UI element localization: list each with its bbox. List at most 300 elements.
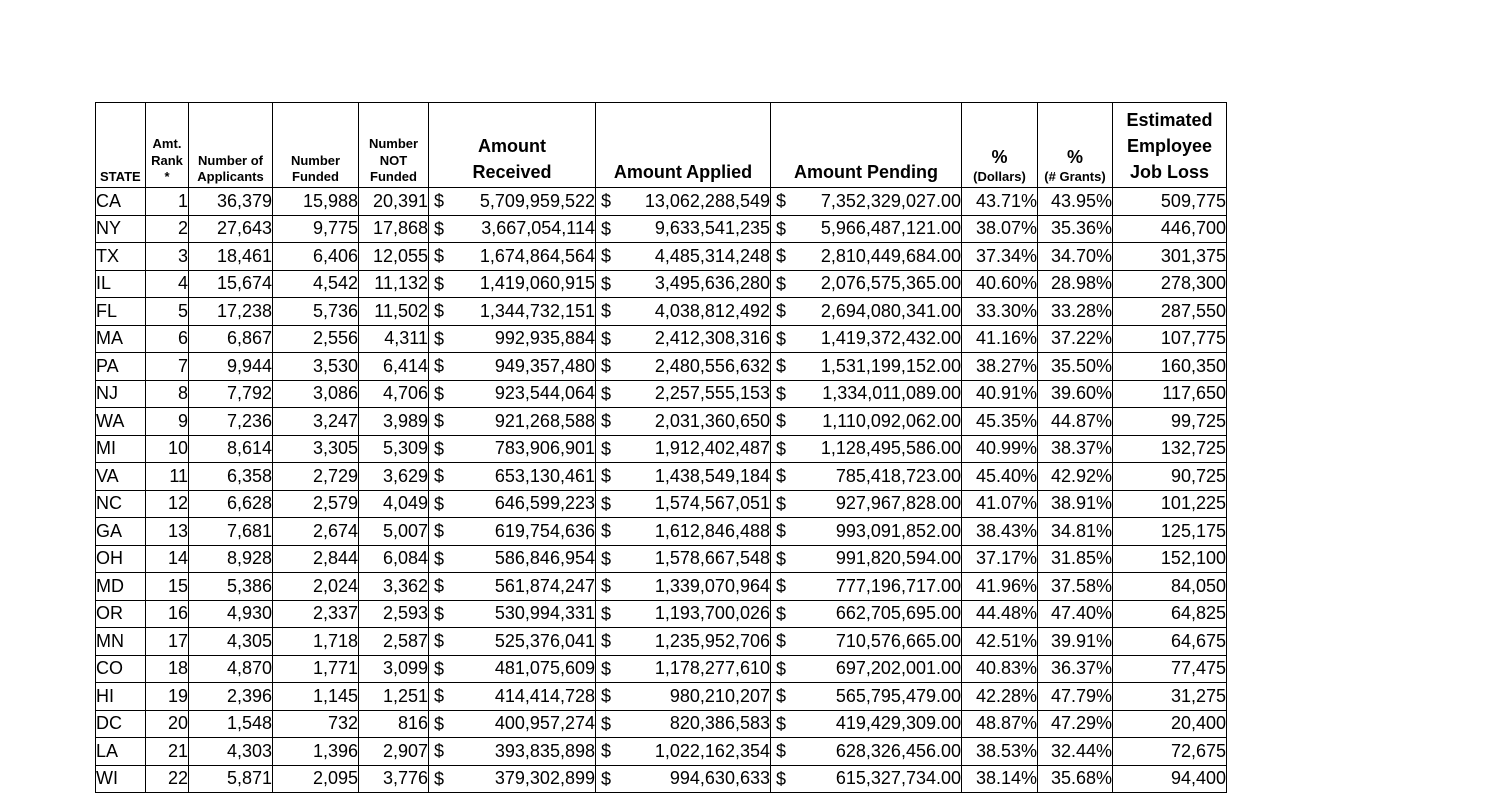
- currency-symbol: $: [776, 713, 787, 734]
- not-funded-cell: 5,309: [359, 435, 429, 463]
- funded-cell: 2,337: [273, 600, 359, 628]
- amount-pending-cell: [771, 545, 962, 573]
- funded-cell: 2,579: [273, 490, 359, 518]
- percent-grants-cell: 33.28%: [1038, 298, 1113, 326]
- state-cell: CA: [96, 188, 146, 216]
- amount-value: 1,438,549,184: [654, 465, 770, 486]
- not-funded-cell: 12,055: [359, 243, 429, 271]
- state-cell: LA: [96, 738, 146, 766]
- header-amount-applied: [596, 103, 771, 188]
- table-row: [96, 325, 1227, 353]
- amount-received-cell: [429, 270, 596, 298]
- not-funded-cell: 3,989: [359, 408, 429, 436]
- table-row: [96, 298, 1227, 326]
- rank-cell: 22: [146, 765, 189, 793]
- header-line: Amount Pending: [794, 161, 938, 182]
- not-funded-cell: 4,049: [359, 490, 429, 518]
- currency-symbol: $: [776, 603, 787, 624]
- table-row: [96, 545, 1227, 573]
- amount-received-cell: [429, 573, 596, 601]
- header-number-funded: [273, 103, 359, 188]
- applicants-cell: 6,867: [189, 325, 273, 353]
- amount-value: 646,599,223: [494, 493, 595, 514]
- job-loss-cell: 99,725: [1113, 408, 1227, 436]
- amount-value: 525,376,041: [494, 630, 595, 651]
- percent-dollars-cell: 48.87%: [962, 710, 1038, 738]
- currency-symbol: $: [434, 493, 445, 514]
- currency-symbol: $: [601, 686, 612, 706]
- currency-symbol: $: [776, 218, 787, 239]
- currency-symbol: $: [776, 686, 787, 706]
- amount-applied-cell: [596, 518, 771, 546]
- job-loss-cell: 446,700: [1113, 215, 1227, 243]
- rank-cell: 11: [146, 463, 189, 491]
- header-line: NOT: [379, 152, 408, 168]
- currency-symbol: $: [601, 466, 612, 486]
- job-loss-cell: 301,375: [1113, 243, 1227, 271]
- currency-symbol: $: [601, 521, 612, 541]
- percent-grants-cell: 39.60%: [1038, 380, 1113, 408]
- percent-dollars-cell: 40.83%: [962, 655, 1038, 683]
- amount-value: 5,966,487,121.00: [820, 218, 961, 239]
- currency-symbol: $: [776, 631, 787, 651]
- header-percent-dollars: [962, 103, 1038, 188]
- amount-value: 2,257,555,153: [654, 383, 770, 404]
- amount-applied-cell: [596, 353, 771, 381]
- state-cell: OH: [96, 545, 146, 573]
- amount-applied-cell: [596, 463, 771, 491]
- job-loss-cell: 20,400: [1113, 710, 1227, 738]
- amount-value: 1,578,667,548: [654, 548, 770, 569]
- amount-value: 2,480,556,632: [654, 355, 770, 376]
- amount-value: 820,386,583: [669, 713, 770, 734]
- table-row: [96, 765, 1227, 793]
- amount-value: 1,419,060,915: [479, 273, 595, 294]
- amount-value: 1,339,070,964: [654, 575, 770, 596]
- not-funded-cell: 6,084: [359, 545, 429, 573]
- percent-dollars-cell: 40.99%: [962, 435, 1038, 463]
- amount-applied-cell: [596, 380, 771, 408]
- state-cell: CO: [96, 655, 146, 683]
- table-row: [96, 600, 1227, 628]
- amount-pending-cell: [771, 215, 962, 243]
- amount-value: 1,674,864,564: [479, 245, 595, 266]
- funded-cell: 2,095: [273, 765, 359, 793]
- rank-cell: 15: [146, 573, 189, 601]
- amount-received-cell: [429, 628, 596, 656]
- currency-symbol: $: [434, 686, 445, 706]
- amount-pending-cell: [771, 463, 962, 491]
- amount-pending-cell: [771, 738, 962, 766]
- amount-value: 615,327,734.00: [835, 768, 961, 789]
- amount-value: 1,612,846,488: [654, 520, 770, 541]
- applicants-cell: 4,305: [189, 628, 273, 656]
- table-row: [96, 215, 1227, 243]
- amount-value: 1,128,495,586.00: [820, 438, 961, 459]
- currency-symbol: $: [434, 383, 445, 404]
- currency-symbol: $: [434, 521, 445, 541]
- percent-grants-cell: 32.44%: [1038, 738, 1113, 766]
- not-funded-cell: 11,132: [359, 270, 429, 298]
- currency-symbol: $: [776, 466, 787, 486]
- rank-cell: 13: [146, 518, 189, 546]
- job-loss-cell: 107,775: [1113, 325, 1227, 353]
- currency-symbol: $: [776, 658, 787, 679]
- job-loss-cell: 94,400: [1113, 765, 1227, 793]
- currency-symbol: $: [776, 576, 787, 596]
- amount-value: 949,357,480: [494, 355, 595, 376]
- amount-value: 783,906,901: [494, 438, 595, 459]
- table-row: [96, 408, 1227, 436]
- amount-received-cell: [429, 408, 596, 436]
- job-loss-cell: 152,100: [1113, 545, 1227, 573]
- currency-symbol: $: [776, 191, 787, 211]
- currency-symbol: $: [434, 246, 445, 266]
- amount-value: 481,075,609: [494, 658, 595, 679]
- table-row: [96, 490, 1227, 518]
- header-line: STATE: [100, 168, 141, 184]
- rank-cell: 19: [146, 683, 189, 711]
- amount-value: 2,031,360,650: [654, 410, 770, 431]
- amount-value: 991,820,594.00: [835, 548, 961, 569]
- amount-received-cell: [429, 463, 596, 491]
- rank-cell: 21: [146, 738, 189, 766]
- percent-dollars-cell: 41.96%: [962, 573, 1038, 601]
- amount-applied-cell: [596, 573, 771, 601]
- currency-symbol: $: [601, 493, 612, 514]
- amount-value: 980,210,207: [669, 685, 770, 706]
- funded-cell: 1,771: [273, 655, 359, 683]
- amount-value: 9,633,541,235: [654, 218, 770, 239]
- amount-pending-cell: [771, 243, 962, 271]
- currency-symbol: $: [776, 741, 787, 761]
- currency-symbol: $: [601, 741, 612, 761]
- amount-applied-cell: [596, 408, 771, 436]
- rank-cell: 9: [146, 408, 189, 436]
- percent-dollars-cell: 38.53%: [962, 738, 1038, 766]
- funded-cell: 9,775: [273, 215, 359, 243]
- currency-symbol: $: [776, 273, 787, 294]
- state-cell: VA: [96, 463, 146, 491]
- amount-applied-cell: [596, 738, 771, 766]
- state-cell: MA: [96, 325, 146, 353]
- amount-value: 653,130,461: [494, 465, 595, 486]
- amount-value: 13,062,288,549: [644, 190, 770, 211]
- amount-value: 662,705,695.00: [835, 603, 961, 624]
- table-row: [96, 655, 1227, 683]
- amount-pending-cell: [771, 628, 962, 656]
- table-row: [96, 270, 1227, 298]
- job-loss-cell: 101,225: [1113, 490, 1227, 518]
- amount-received-cell: [429, 710, 596, 738]
- header-amount-rank: [146, 103, 189, 188]
- not-funded-cell: 6,414: [359, 353, 429, 381]
- amount-applied-cell: [596, 215, 771, 243]
- amount-value: 2,076,575,365.00: [820, 273, 961, 294]
- applicants-cell: 1,548: [189, 710, 273, 738]
- currency-symbol: $: [776, 521, 787, 541]
- funded-cell: 6,406: [273, 243, 359, 271]
- currency-symbol: $: [434, 191, 445, 211]
- currency-symbol: $: [434, 273, 445, 294]
- currency-symbol: $: [776, 548, 787, 569]
- funded-cell: 2,556: [273, 325, 359, 353]
- currency-symbol: $: [601, 411, 612, 431]
- header-line: *: [164, 168, 170, 184]
- amount-applied-cell: [596, 188, 771, 216]
- amount-value: 1,531,199,152.00: [820, 355, 961, 376]
- not-funded-cell: 1,251: [359, 683, 429, 711]
- percent-grants-cell: 39.91%: [1038, 628, 1113, 656]
- currency-symbol: $: [776, 383, 787, 404]
- amount-value: 785,418,723.00: [835, 465, 961, 486]
- amount-applied-cell: [596, 270, 771, 298]
- amount-pending-cell: [771, 435, 962, 463]
- currency-symbol: $: [601, 631, 612, 651]
- table-row: [96, 435, 1227, 463]
- currency-symbol: $: [434, 466, 445, 486]
- applicants-cell: 5,386: [189, 573, 273, 601]
- currency-symbol: $: [434, 328, 445, 349]
- amount-value: 1,334,011,089.00: [822, 383, 961, 404]
- amount-applied-cell: [596, 298, 771, 326]
- currency-symbol: $: [601, 438, 612, 459]
- amount-applied-cell: [596, 545, 771, 573]
- job-loss-cell: 84,050: [1113, 573, 1227, 601]
- applicants-cell: 15,674: [189, 270, 273, 298]
- applicants-cell: 9,944: [189, 353, 273, 381]
- funded-cell: 15,988: [273, 188, 359, 216]
- applicants-cell: 5,871: [189, 765, 273, 793]
- applicants-cell: 6,358: [189, 463, 273, 491]
- amount-applied-cell: [596, 765, 771, 793]
- header-line: Amount Applied: [613, 161, 753, 182]
- amount-value: 3,495,636,280: [654, 273, 770, 294]
- applicants-cell: 7,792: [189, 380, 273, 408]
- amount-received-cell: [429, 738, 596, 766]
- header-line: Amount: [478, 135, 546, 156]
- percent-dollars-cell: 42.51%: [962, 628, 1038, 656]
- amount-received-cell: [429, 683, 596, 711]
- rank-cell: 3: [146, 243, 189, 271]
- amount-value: 1,178,277,610: [654, 658, 770, 679]
- percent-dollars-cell: 33.30%: [962, 298, 1038, 326]
- funded-cell: 2,729: [273, 463, 359, 491]
- rank-cell: 4: [146, 270, 189, 298]
- amount-pending-cell: [771, 188, 962, 216]
- currency-symbol: $: [776, 411, 787, 431]
- header-line: Funded: [292, 168, 339, 184]
- percent-dollars-cell: 37.34%: [962, 243, 1038, 271]
- not-funded-cell: 2,593: [359, 600, 429, 628]
- header-line: Received: [472, 161, 552, 182]
- currency-symbol: $: [601, 576, 612, 596]
- job-loss-cell: 160,350: [1113, 353, 1227, 381]
- percent-dollars-cell: 40.60%: [962, 270, 1038, 298]
- percent-dollars-cell: 42.28%: [962, 683, 1038, 711]
- percent-dollars-cell: 37.17%: [962, 545, 1038, 573]
- currency-symbol: $: [434, 356, 445, 376]
- amount-received-cell: [429, 600, 596, 628]
- rank-cell: 16: [146, 600, 189, 628]
- currency-symbol: $: [601, 548, 612, 569]
- rank-cell: 10: [146, 435, 189, 463]
- state-cell: FL: [96, 298, 146, 326]
- not-funded-cell: 2,587: [359, 628, 429, 656]
- applicants-cell: 36,379: [189, 188, 273, 216]
- amount-pending-cell: [771, 325, 962, 353]
- amount-value: 1,912,402,487: [654, 438, 770, 459]
- percent-dollars-cell: 40.91%: [962, 380, 1038, 408]
- header-state: [96, 103, 146, 188]
- amount-applied-cell: [596, 683, 771, 711]
- currency-symbol: $: [601, 191, 612, 211]
- amount-value: 561,874,247: [494, 575, 595, 596]
- amount-received-cell: [429, 188, 596, 216]
- percent-dollars-cell: 41.07%: [962, 490, 1038, 518]
- applicants-cell: 17,238: [189, 298, 273, 326]
- amount-value: 1,574,567,051: [654, 493, 770, 514]
- not-funded-cell: 4,706: [359, 380, 429, 408]
- funded-cell: 3,086: [273, 380, 359, 408]
- header-amount-pending: [771, 103, 962, 188]
- job-loss-cell: 72,675: [1113, 738, 1227, 766]
- job-loss-cell: 117,650: [1113, 380, 1227, 408]
- applicants-cell: 18,461: [189, 243, 273, 271]
- applicants-cell: 4,930: [189, 600, 273, 628]
- amount-pending-cell: [771, 600, 962, 628]
- percent-grants-cell: 44.87%: [1038, 408, 1113, 436]
- amount-value: 565,795,479.00: [835, 685, 961, 706]
- table-row: [96, 243, 1227, 271]
- currency-symbol: $: [776, 328, 787, 349]
- state-cell: MI: [96, 435, 146, 463]
- amount-value: 419,429,309.00: [835, 713, 961, 734]
- percent-grants-cell: 42.92%: [1038, 463, 1113, 491]
- amount-received-cell: [429, 545, 596, 573]
- amount-value: 379,302,899: [494, 768, 595, 789]
- applicants-cell: 4,870: [189, 655, 273, 683]
- currency-symbol: $: [776, 356, 787, 376]
- amount-value: 3,667,054,114: [481, 218, 595, 239]
- state-cell: PA: [96, 353, 146, 381]
- percent-grants-cell: 47.79%: [1038, 683, 1113, 711]
- header-line: Funded: [370, 168, 417, 184]
- percent-grants-cell: 34.70%: [1038, 243, 1113, 271]
- amount-applied-cell: [596, 628, 771, 656]
- job-loss-cell: 90,725: [1113, 463, 1227, 491]
- amount-value: 1,344,732,151: [479, 300, 595, 321]
- header-number-not-funded: [359, 103, 429, 188]
- header-line: Number: [290, 152, 341, 168]
- currency-symbol: $: [601, 328, 612, 349]
- percent-dollars-cell: 41.16%: [962, 325, 1038, 353]
- amount-value: 393,835,898: [494, 740, 595, 761]
- header-line: %: [991, 147, 1008, 168]
- grants-table: [95, 102, 1227, 793]
- funded-cell: 2,024: [273, 573, 359, 601]
- amount-value: 994,630,633: [669, 768, 770, 789]
- rank-cell: 12: [146, 490, 189, 518]
- amount-received-cell: [429, 655, 596, 683]
- header-row: [96, 103, 1227, 188]
- currency-symbol: $: [776, 438, 787, 459]
- amount-value: 2,412,308,316: [654, 328, 770, 349]
- funded-cell: 3,247: [273, 408, 359, 436]
- percent-dollars-cell: 43.71%: [962, 188, 1038, 216]
- amount-value: 586,846,954: [494, 548, 595, 569]
- amount-pending-cell: [771, 408, 962, 436]
- percent-grants-cell: 35.68%: [1038, 765, 1113, 793]
- state-cell: MN: [96, 628, 146, 656]
- currency-symbol: $: [601, 658, 612, 679]
- header-line: Job Loss: [1129, 161, 1209, 182]
- state-cell: NJ: [96, 380, 146, 408]
- job-loss-cell: 77,475: [1113, 655, 1227, 683]
- percent-grants-cell: 38.37%: [1038, 435, 1113, 463]
- not-funded-cell: 816: [359, 710, 429, 738]
- amount-received-cell: [429, 353, 596, 381]
- currency-symbol: $: [601, 713, 612, 734]
- percent-grants-cell: 37.22%: [1038, 325, 1113, 353]
- amount-received-cell: [429, 435, 596, 463]
- table-body: [96, 188, 1227, 793]
- funded-cell: 2,844: [273, 545, 359, 573]
- currency-symbol: $: [434, 411, 445, 431]
- table-row: [96, 353, 1227, 381]
- currency-symbol: $: [434, 631, 445, 651]
- table-row: [96, 463, 1227, 491]
- state-cell: NC: [96, 490, 146, 518]
- job-loss-cell: 132,725: [1113, 435, 1227, 463]
- header-line: Rank: [151, 152, 183, 168]
- amount-value: 4,038,812,492: [654, 300, 770, 321]
- amount-pending-cell: [771, 683, 962, 711]
- amount-applied-cell: [596, 490, 771, 518]
- amount-value: 530,994,331: [494, 603, 595, 624]
- amount-value: 4,485,314,248: [654, 245, 770, 266]
- header-line: Amt.: [152, 136, 182, 152]
- table-row: [96, 738, 1227, 766]
- state-cell: HI: [96, 683, 146, 711]
- job-loss-cell: 64,825: [1113, 600, 1227, 628]
- amount-applied-cell: [596, 600, 771, 628]
- amount-value: 927,967,828.00: [835, 493, 961, 514]
- not-funded-cell: 5,007: [359, 518, 429, 546]
- rank-cell: 18: [146, 655, 189, 683]
- amount-value: 993,091,852.00: [835, 520, 961, 541]
- currency-symbol: $: [601, 218, 612, 239]
- applicants-cell: 27,643: [189, 215, 273, 243]
- header-line: (Dollars): [973, 168, 1026, 184]
- amount-value: 1,235,952,706: [654, 630, 770, 651]
- currency-symbol: $: [434, 218, 445, 239]
- percent-grants-cell: 38.91%: [1038, 490, 1113, 518]
- currency-symbol: $: [434, 576, 445, 596]
- amount-value: 710,576,665.00: [835, 630, 961, 651]
- table-row: [96, 683, 1227, 711]
- rank-cell: 20: [146, 710, 189, 738]
- amount-pending-cell: [771, 655, 962, 683]
- percent-grants-cell: 34.81%: [1038, 518, 1113, 546]
- state-cell: OR: [96, 600, 146, 628]
- amount-pending-cell: [771, 573, 962, 601]
- amount-received-cell: [429, 215, 596, 243]
- job-loss-cell: 64,675: [1113, 628, 1227, 656]
- currency-symbol: $: [434, 768, 445, 789]
- state-cell: TX: [96, 243, 146, 271]
- applicants-cell: 8,928: [189, 545, 273, 573]
